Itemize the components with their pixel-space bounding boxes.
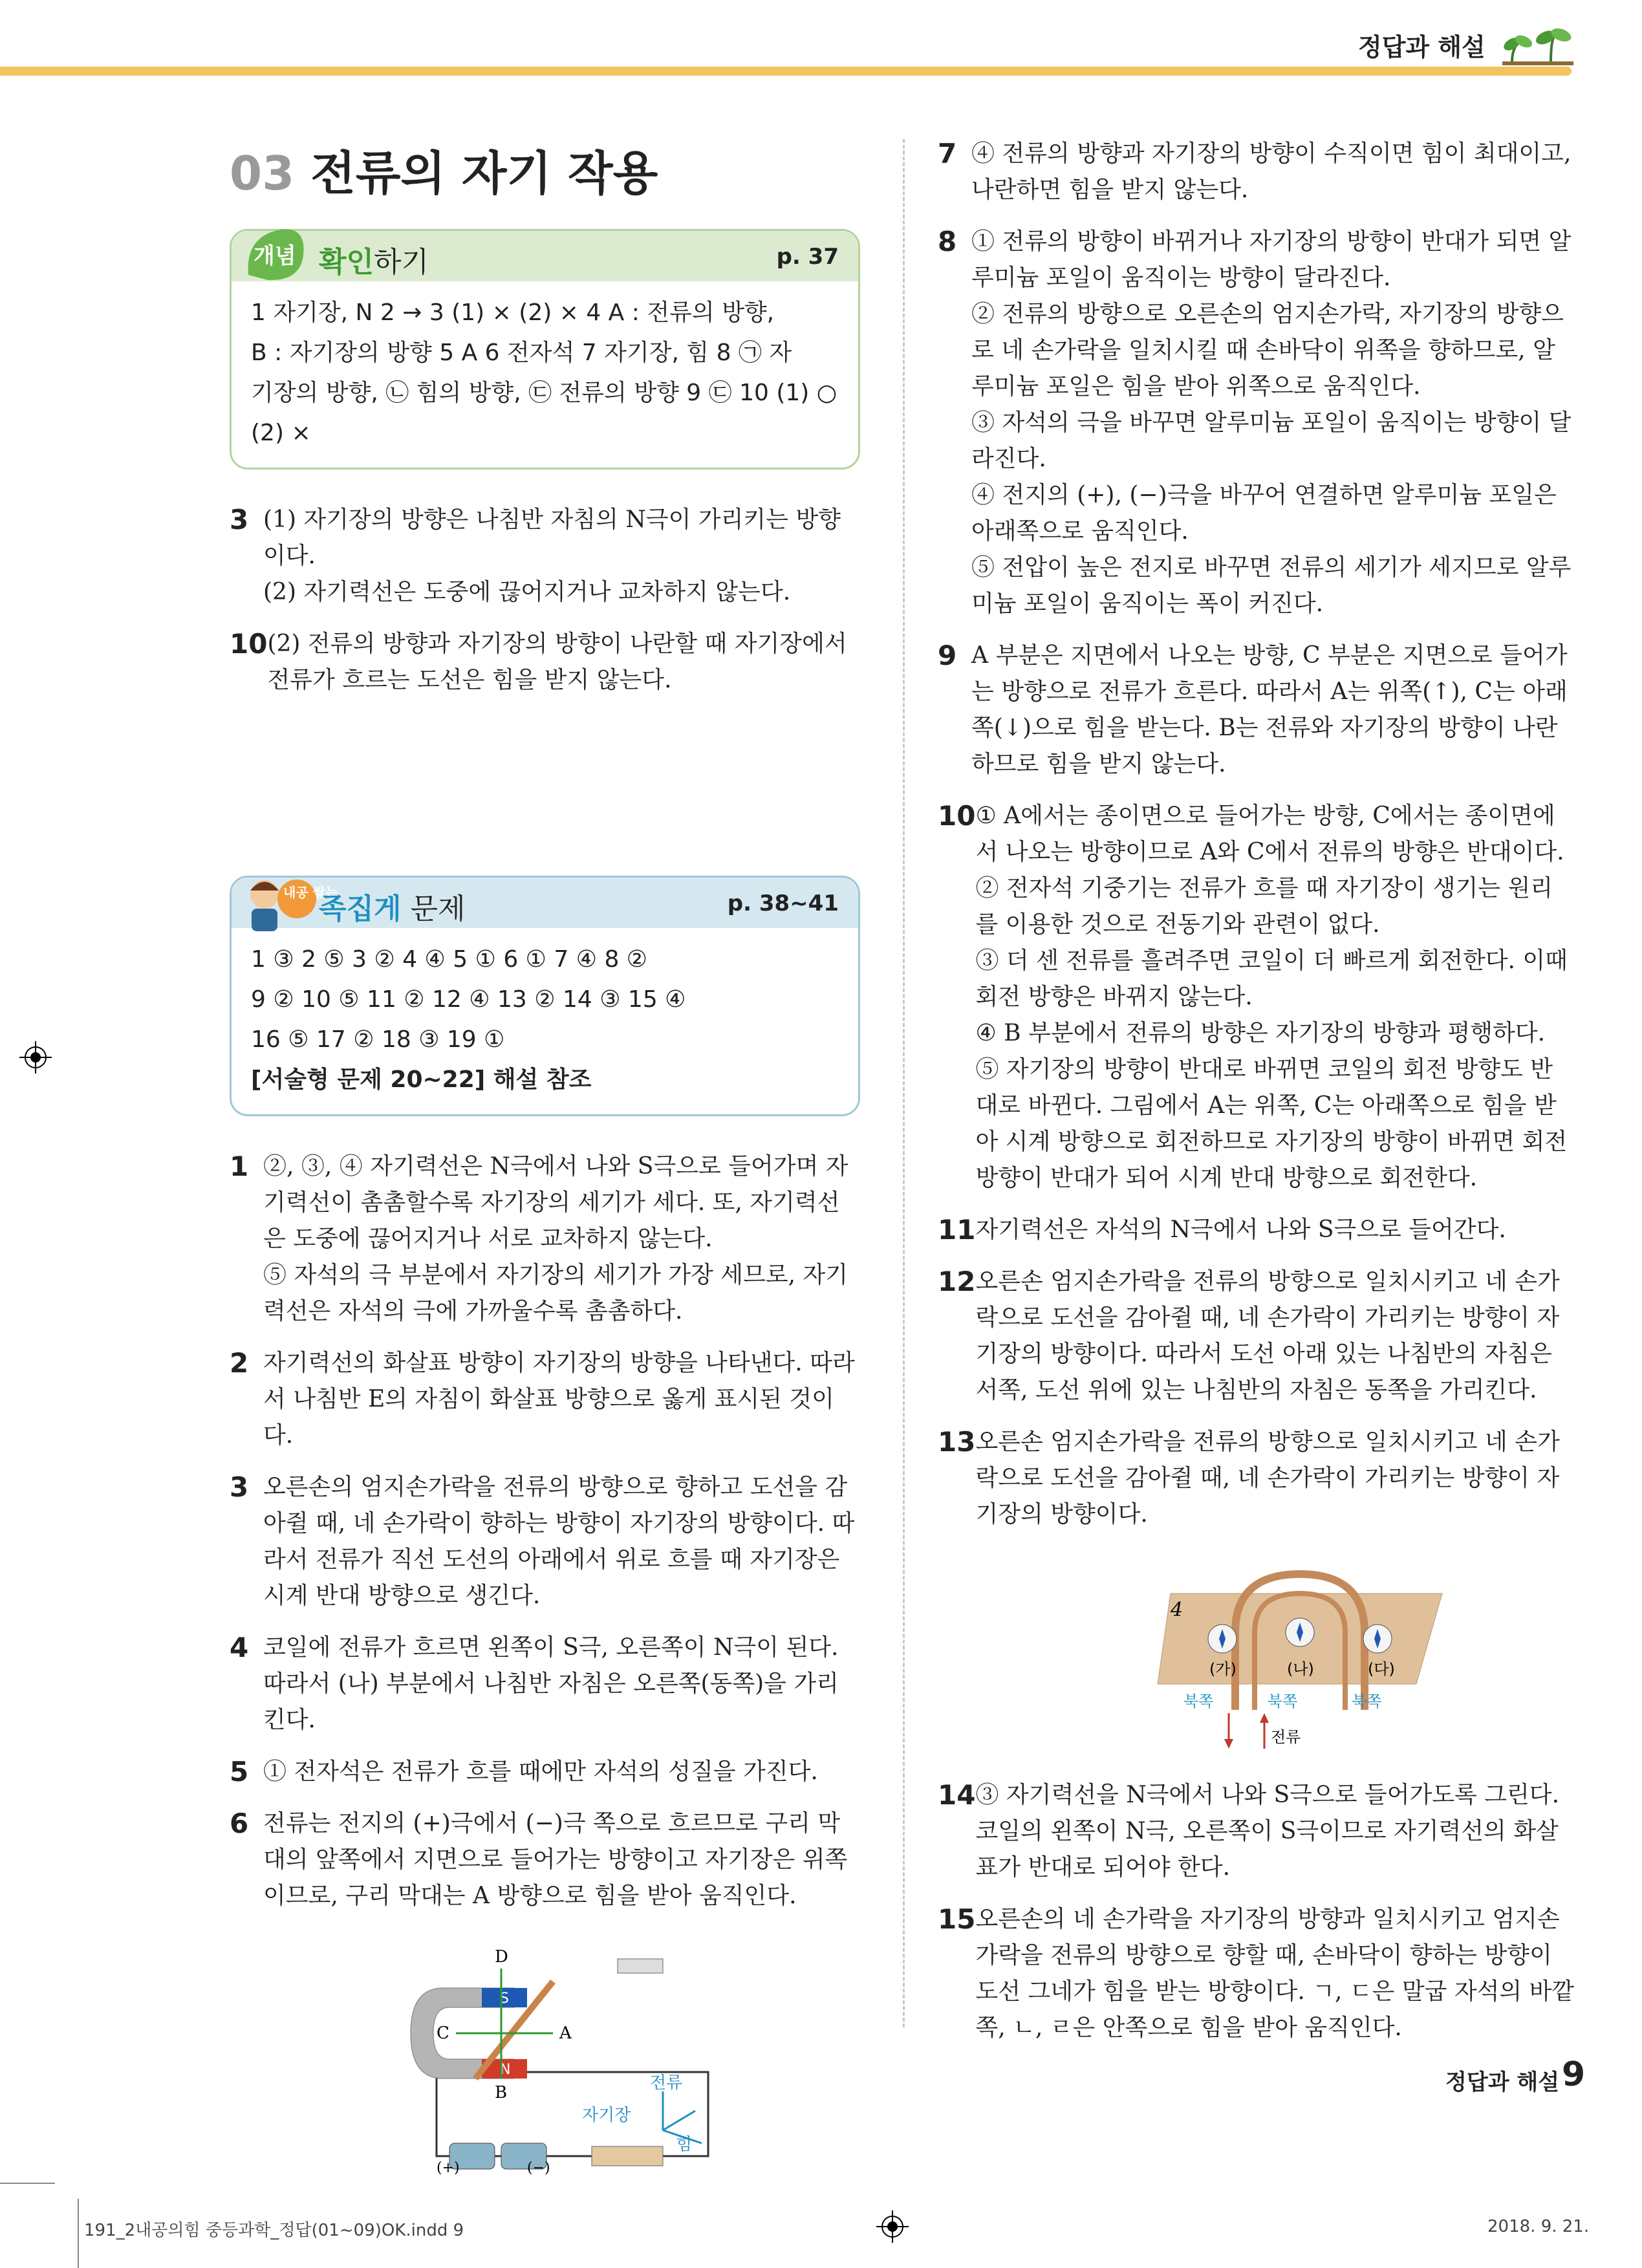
concept-check-header — [232, 231, 858, 281]
character-badge-icon — [242, 870, 338, 934]
crop-mark — [78, 2199, 79, 2268]
registration-mark-icon — [19, 1041, 52, 1074]
explanation-item: 13 오른손 엄지손가락을 전류의 방향으로 일치시키고 네 손가락으로 도선을 감아쥘 때, 네 손가락이 가리키는 방향이 자기장의 방향이다. — [938, 1426, 1560, 1528]
explanation-item: 2 자기력선의 화살표 방향이 자기장의 방향을 나타낸다. 따라서 나침반 E의 자침이 화살표 방향으로 옳게 표시된 것이다. — [230, 1347, 855, 1449]
practice-problems-answers — [232, 928, 858, 1114]
practice-problems-box — [230, 876, 860, 1116]
explanation-item: 14 ③ 자기력선을 N극에서 나와 S극으로 들어가도록 그린다. 코일의 왼쪽이 N극, 오른쪽이 S극이므로 자기력선의 화살표가 반대로 되어야 한다. — [938, 1779, 1560, 1881]
explanation-item: 10 ① A에서는 종이면으로 들어가는 방향, C에서는 종이면에서 나오는 방향이므로 A와 C에서 전류의 방향은 반대이다. ② 전자석 기중기는 전류가 흐를 때 자기장이 생기는 원리를 이용한 것으로 전동기와 관련이 없다. ③ 더 센 전류를 흘려주면 코일이 더 빠르게 회전한다. 이때 회전 방향은 바뀌지 않는다. ④ B 부분에서 전류의 방향은 자기장의 방향과 평행하다. ⑤ 자기장의 방향이 반대로 바뀌면 코일의 회전 방향도 반대로 바뀐다. 그림에서 A는 위쪽, C는 아래쪽으로 힘을 받아 시계 방향으로 회전하므로 자기장의 방향이 바뀌면 회전 방향이 반대가 되어 시계 반대 방향으로 회전한다. — [938, 800, 1568, 1191]
svg-text:(가): (가) — [1209, 1660, 1237, 1678]
right-column — [938, 136, 1575, 2062]
svg-text:자기장: 자기장 — [582, 2106, 631, 2125]
answer-line: (2) × — [251, 420, 311, 446]
svg-text:A: A — [559, 2024, 572, 2043]
section-title — [230, 136, 860, 203]
explanation-item: 10 (2) 전류의 방향과 자기장의 방향이 나란할 때 자기장에서 전류가 흐르는 도선은 힘을 받지 않는다. — [230, 628, 847, 693]
explanation-item: 8 ① 전류의 방향이 바뀌거나 자기장의 방향이 반대가 되면 알루미늄 포일이 움직이는 방향이 달라진다. ② 전류의 방향으로 오른손의 엄지손가락, 자기장의 방향으로 네 손가락을 일치시킬 때 손바닥이 위쪽을 향하므로, 알루미늄 포일은 힘을 받아 위쪽으로 움직인다. ③ 자석의 극을 바꾸면 알루미늄 포일이 움직이는 방향이 달라진다. ④ 전지의 (+), (−)극을 바꾸어 연결하면 알루미늄 포일은 아래쪽으로 움직인다. ⑤ 전압이 높은 전지로 바꾸면 전류의 세기가 세지므로 알루미늄 포일이 움직이는 폭이 커진다. — [938, 226, 1572, 617]
svg-text:북쪽: 북쪽 — [1183, 1692, 1214, 1711]
explanation-item: 7 ④ 전류의 방향과 자기장의 방향이 수직이면 힘이 최대이고, 나란하면 힘을 받지 않는다. — [938, 138, 1572, 203]
explanation-item: 15 오른손의 네 손가락을 자기장의 방향과 일치시키고 엄지손가락을 전류의 방향으로 향할 때, 손바닥이 향하는 방향이 도선 그네가 힘을 받는 방향이다. ㄱ, ㄷ은 말굽 자석의 바깥쪽, ㄴ, ㄹ은 안쪽으로 힘을 받아 움직인다. — [938, 1903, 1575, 2041]
svg-text:북쪽: 북쪽 — [1268, 1692, 1298, 1711]
svg-text:C: C — [437, 2024, 449, 2043]
answer-line: 9 ② 10 ⑤ 11 ② 12 ④ 13 ② 14 ③ 15 ④ — [251, 986, 686, 1013]
svg-text:(−): (−) — [527, 2160, 550, 2176]
footer-label: 정답과 해설 — [1445, 2069, 1560, 2095]
svg-text:전류: 전류 — [650, 2073, 683, 2093]
explanation-item: 6 전류는 전지의 (+)극에서 (−)극 쪽으로 흐르므로 구리 막대의 앞쪽에서 지면으로 들어가는 방향이고 자기장은 위쪽이므로, 구리 막대는 A 방향으로 힘을 받아 움직인다. — [230, 1808, 848, 1909]
svg-text:N: N — [500, 2062, 511, 2078]
section-number: 03 — [230, 146, 295, 200]
svg-text:4: 4 — [1171, 1599, 1183, 1621]
answer-line: 16 ⑤ 17 ② 18 ③ 19 ① — [251, 1026, 505, 1053]
practice-problems-header — [232, 878, 858, 928]
coil-compass-figure — [1158, 1561, 1468, 1755]
badge-text: 개념 — [254, 243, 296, 269]
concept-check-answers — [232, 281, 858, 468]
explanation-item: 4 코일에 전류가 흐르면 왼쪽이 S극, 오른쪽이 N극이 된다. 따라서 (나) 부분에서 나침반 자침은 오른쪽(동쪽)을 가리킨다. — [230, 1632, 839, 1733]
explanation-item: 5 ① 전자석은 전류가 흐를 때에만 자석의 성질을 가진다. — [230, 1756, 818, 1787]
concept-check-page: p. 37 — [776, 244, 839, 270]
svg-text:전류: 전류 — [1271, 1728, 1301, 1746]
concept-check-label: 확인하기 — [319, 246, 429, 279]
badge-text: 내공 쌓는 — [283, 885, 338, 900]
explanation-item: 1 ②, ③, ④ 자기력선은 N극에서 나와 S극으로 들어가며 자기력선이 촘촘할수록 자기장의 세기가 세다. 또, 자기력선은 도중에 끊어지거나 서로 교차하지 않는다. ⑤ 자석의 극 부분에서 자기장의 세기가 가장 세므로, 자기력선은 자석의 극에 가까울수록 촘촘하다. — [230, 1150, 848, 1324]
left-column — [230, 136, 860, 2198]
answer-line: [서술형 문제 20~22] 해설 참조 — [251, 1066, 592, 1093]
sprout-icon — [1499, 23, 1577, 69]
crop-mark — [0, 2183, 55, 2184]
svg-text:S: S — [500, 1991, 509, 2007]
section-name: 전류의 자기 작용 — [310, 146, 658, 200]
header-title: 정답과 해설 — [1358, 33, 1485, 61]
answer-line: 기장의 방향, ㉡ 힘의 방향, ㉢ 전류의 방향 9 ㉢ 10 (1) ○ — [251, 380, 837, 406]
svg-text:(다): (다) — [1368, 1660, 1395, 1678]
header-bar — [0, 67, 1572, 76]
explanation-item: 9 A 부분은 지면에서 나오는 방향, C 부분은 지면으로 들어가는 방향으로 전류가 흐른다. 따라서 A는 위쪽(↑), C는 아래쪽(↓)으로 힘을 받는다. B는 전류와 자기장의 방향이 나란하므로 힘을 받지 않는다. — [938, 640, 1568, 777]
explanation-item: 3 오른손의 엄지손가락을 전류의 방향으로 향하고 도선을 감아쥘 때, 네 손가락이 향하는 방향이 자기장의 방향이다. 따라서 전류가 직선 도선의 아래에서 위로 흐를 때 자기장은 시계 반대 방향으로 생긴다. — [230, 1471, 855, 1609]
svg-text:D: D — [495, 1947, 508, 1967]
explanation-item: 11 자기력선은 자석의 N극에서 나와 S극으로 들어간다. — [938, 1214, 1506, 1246]
explanation-item: 12 오른손 엄지손가락을 전류의 방향으로 일치시키고 네 손가락으로 도선을 감아쥘 때, 네 손가락이 가리키는 방향이 자기장의 방향이다. 따라서 도선 아래 있는 나침반의 자침은 서쪽, 도선 위에 있는 나침반의 자침은 동쪽을 가리킨다. — [938, 1266, 1560, 1403]
practice-problems-page: p. 38~41 — [727, 891, 839, 916]
leaf-badge-icon — [242, 223, 313, 288]
svg-text:(+): (+) — [437, 2160, 460, 2176]
print-date: 2018. 9. 21. — [1487, 2217, 1590, 2236]
answer-line: B : 자기장의 방향 5 A 6 전자석 7 자기장, 힘 8 ㉠ 자 — [251, 340, 792, 366]
svg-text:(나): (나) — [1287, 1660, 1314, 1678]
svg-text:B: B — [495, 2083, 508, 2102]
explanation-item: 3 (1) 자기장의 방향은 나침반 자침의 N극이 가리키는 방향이다. (2) 자기력선은 도중에 끊어지거나 교차하지 않는다. — [230, 504, 841, 605]
file-name: 191_2내공의힘 중등과학_정답(01~09)OK.indd 9 — [84, 2221, 464, 2240]
concept-check-box — [230, 229, 860, 470]
svg-text:북쪽: 북쪽 — [1352, 1692, 1382, 1711]
registration-mark-icon — [876, 2210, 909, 2243]
page-number: 9 — [1562, 2055, 1586, 2094]
answer-line: 1 ③ 2 ⑤ 3 ② 4 ④ 5 ① 6 ① 7 ④ 8 ② — [251, 946, 648, 973]
horseshoe-magnet-figure — [398, 1943, 760, 2176]
answer-line: 1 자기장, N 2 → 3 (1) × (2) × 4 A : 전류의 방향, — [251, 299, 775, 326]
column-divider — [903, 139, 905, 2027]
svg-text:힘: 힘 — [676, 2135, 693, 2154]
practice-problems-label: 족집게 문제 — [319, 892, 466, 925]
